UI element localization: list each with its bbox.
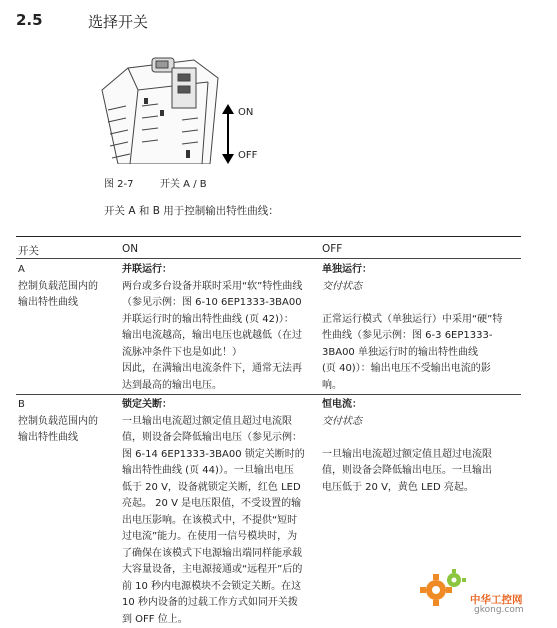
on-line: 两台或多台设备并联时采用“软”特性曲线: [122, 279, 302, 296]
table-row-a-switch: [18, 262, 98, 312]
table-row-b-on: [122, 397, 305, 628]
table-row-a-on: [122, 262, 302, 394]
off-line: 值，则设备会降低输出电压。一旦输出: [322, 463, 492, 480]
table-row-b-switch: [18, 397, 98, 447]
intro-text: 开关 A 和 B 用于控制输出特性曲线：: [104, 203, 279, 218]
switch-desc-line: 输出特性曲线: [18, 430, 98, 447]
on-line: 低于 20 V，设备就锁定关断，红色 LED: [122, 480, 305, 497]
switch-device-illustration: [98, 50, 234, 164]
on-line: 输出电流越高，输出电压也就越低（在过: [122, 328, 302, 345]
off-line: 性曲线（参见示例：图 6-3 6EP1333-: [322, 328, 502, 345]
header-off: OFF: [322, 243, 342, 255]
header-on: ON: [122, 243, 138, 255]
section-title: 选择开关: [88, 11, 148, 32]
on-line: 到 OFF 位上。: [122, 612, 305, 628]
off-title: 单独运行：: [322, 262, 502, 279]
off-line: 响。: [322, 378, 502, 395]
switch-desc-line: 控制负载范围内的: [18, 279, 98, 296]
figure-caption-text: 开关 A / B: [160, 175, 207, 190]
on-line: 了确保在该模式下电源输出端同样能承载: [122, 546, 305, 563]
on-line: 流脉冲条件下也是如此！）: [122, 345, 302, 362]
switch-name: A: [18, 262, 98, 279]
on-line: 因此，在满输出电流条件下，通常无法再: [122, 361, 302, 378]
switch-desc-line: 控制负载范围内的: [18, 414, 98, 431]
on-line: 大容量设备，主电源接通或“远程开”后的: [122, 562, 305, 579]
on-line: 10 秒内设备的过载工作方式如同开关拨: [122, 595, 305, 612]
on-label: ON: [238, 107, 253, 118]
on-line: 值，则设备会降低输出电压（参见示例：: [122, 430, 305, 447]
watermark-title: 中华工控网: [470, 592, 523, 607]
on-line: 过电流”能力。在使用一信号模块时，为: [122, 529, 305, 546]
section-number: 2.5: [16, 11, 43, 29]
off-delivery-state: 交付状态: [322, 279, 502, 296]
on-line: 亮起。 20 V 是电压限值，不受设置的输: [122, 496, 305, 513]
on-line: 并联运行时的输出特性曲线 (页 42)）：: [122, 312, 302, 329]
gkong-logo-gear-icon: [418, 566, 466, 610]
on-line: 图 6-14 6EP1333-3BA00 锁定关断时的: [122, 447, 305, 464]
table-top-rule: [16, 236, 521, 237]
switch-desc-line: 输出特性曲线: [18, 295, 98, 312]
table-row-rule: [16, 394, 521, 395]
on-title: 锁定关断：: [122, 397, 305, 414]
header-switch: 开关: [18, 243, 39, 258]
on-line: 一旦输出电流超过额定值且超过电流限: [122, 414, 305, 431]
off-delivery-state: 交付状态: [322, 414, 492, 431]
on-line: 输出特性曲线 (页 44)）。一旦输出电压: [122, 463, 305, 480]
on-line: 前 10 秒内电源模块不会锁定关断。在这: [122, 579, 305, 596]
on-line: 达到最高的输出电压。: [122, 378, 302, 395]
table-header-rule: [16, 258, 521, 259]
off-line: 一旦输出电流超过额定值且超过电流限: [322, 447, 492, 464]
off-line: 正常运行模式（单独运行）中采用“硬”特: [322, 312, 502, 329]
on-line: 出电压影响。在该模式中，不提供“短时: [122, 513, 305, 530]
watermark-url: gkong.com: [474, 605, 524, 615]
off-label: OFF: [238, 150, 257, 161]
off-line: 电压低于 20 V，黄色 LED 亮起。: [322, 480, 492, 497]
table-row-a-off: [322, 262, 502, 394]
off-line: 3BA00 单独运行时的输出特性曲线: [322, 345, 502, 362]
figure-caption-number: 图 2-7: [104, 175, 134, 190]
off-title: 恒电流：: [322, 397, 492, 414]
switch-name: B: [18, 397, 98, 414]
on-line: （参见示例：图 6-10 6EP1333-3BA00: [122, 295, 302, 312]
table-row-b-off: [322, 397, 492, 496]
on-off-arrow-icon: [220, 104, 236, 164]
off-line: (页 40)）：输出电压不受输出电流的影: [322, 361, 502, 378]
on-title: 并联运行：: [122, 262, 302, 279]
